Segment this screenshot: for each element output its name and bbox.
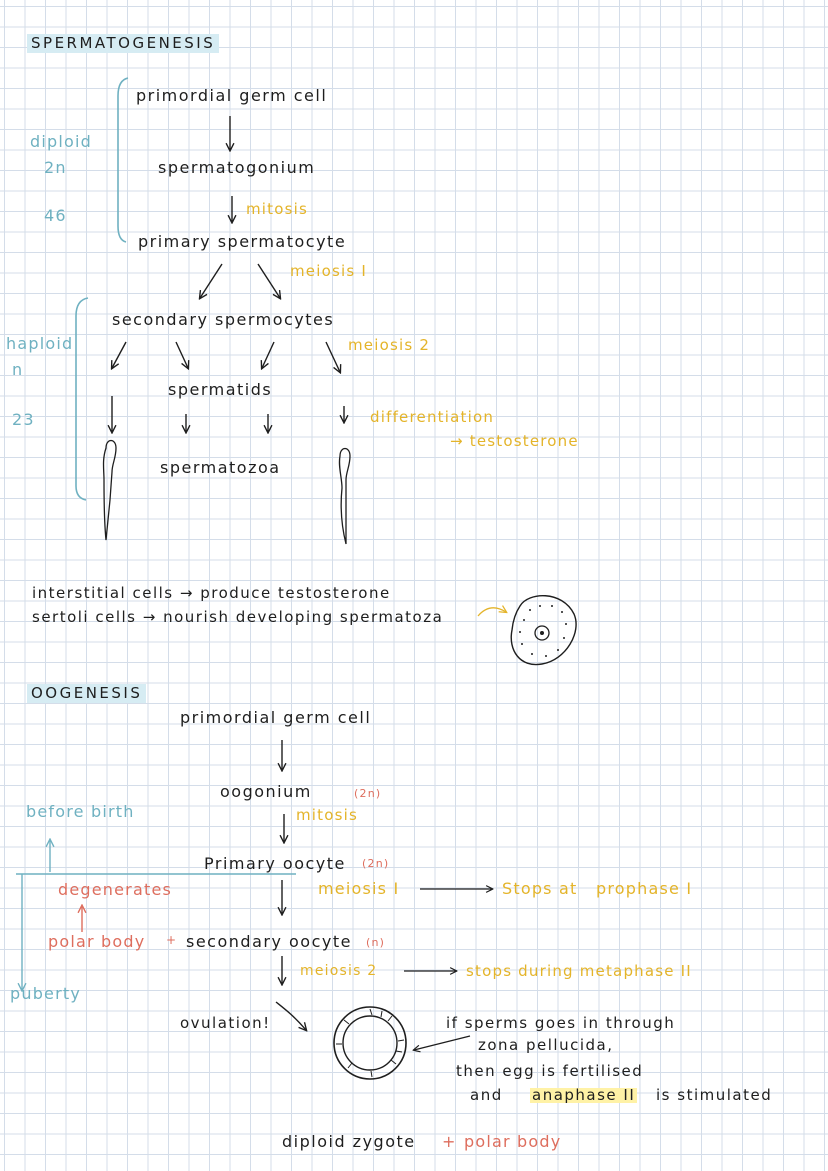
fertilisation-note-line3: then egg is fertilised — [456, 1062, 644, 1080]
primary-oocyte-ploidy: (2n) — [362, 857, 390, 870]
prophase-highlight: prophase I — [596, 879, 693, 898]
zygote-plus: + — [442, 1132, 457, 1151]
sertoli-cell-drawing — [511, 596, 576, 665]
before-birth-label: before birth — [26, 802, 135, 821]
arrow-primary-left — [200, 264, 222, 298]
primary-spermatocyte-label: primary spermatocyte — [138, 232, 347, 251]
fertilisation-note-line4-suffix: is stimulated — [656, 1086, 773, 1104]
oogonium-ploidy: (2n) — [354, 787, 382, 800]
oo-primordial-germ-cell-label: primordial germ cell — [180, 708, 372, 727]
diploid-n-label: 2n — [44, 158, 67, 177]
spermatozoa-label: spermatozoa — [160, 458, 281, 477]
oo-mitosis-label: mitosis — [296, 806, 359, 824]
arrow-secondary-1 — [112, 342, 126, 368]
zygote-polar-body-label: polar body — [464, 1132, 562, 1151]
interstitial-cells-note: interstitial cells → produce testosterone — [32, 584, 391, 602]
anaphase-highlight: anaphase II — [532, 1086, 636, 1104]
primordial-germ-cell-label: primordial germ cell — [136, 86, 328, 105]
diploid-count-label: 46 — [44, 206, 67, 225]
secondary-oocyte-ploidy: (n) — [366, 936, 386, 949]
polar-body-label: polar body — [48, 932, 146, 951]
diploid-bracket — [118, 78, 128, 242]
sperm-drawing-right — [339, 449, 350, 545]
oogenesis-title: OOGENESIS — [27, 684, 146, 703]
arrow-secondary-4 — [326, 342, 340, 372]
stops-during-metaphase-label: stops during metaphase II — [466, 962, 692, 980]
egg-cell-drawing — [334, 1007, 406, 1079]
diploid-zygote-label: diploid zygote — [282, 1132, 416, 1151]
ovulation-label: ovulation! — [180, 1014, 271, 1032]
polar-body-plus: + — [166, 933, 178, 947]
secondary-spermocytes-label: secondary spermocytes — [112, 310, 335, 329]
degenerates-label: degenerates — [58, 880, 173, 899]
differentiation-label: differentiation — [370, 408, 495, 426]
oo-meiosis1-label: meiosis I — [318, 879, 400, 898]
fertilisation-note-line4-prefix: and — [470, 1086, 503, 1104]
sperm-drawing-left — [104, 441, 117, 541]
arrow-secondary-2 — [176, 342, 188, 368]
arrow-primary-right — [258, 264, 280, 298]
testosterone-label: → testosterone — [450, 432, 579, 450]
fertilisation-note-line2: zona pellucida, — [478, 1036, 614, 1054]
diploid-label: diploid — [30, 132, 92, 151]
oo-meiosis2-label: meiosis 2 — [300, 963, 378, 979]
sperm-mitosis-label: mitosis — [246, 200, 309, 218]
haploid-bracket — [76, 298, 88, 500]
puberty-label: puberty — [10, 984, 82, 1003]
sertoli-cells-note: sertoli cells → nourish developing spermatoza — [32, 608, 444, 626]
oogonium-label: oogonium — [220, 782, 312, 801]
spermatogenesis-title: SPERMATOGENESIS — [27, 34, 219, 53]
haploid-count-label: 23 — [12, 410, 35, 429]
arrow-ovulation — [276, 1002, 306, 1030]
arrow-secondary-3 — [262, 342, 274, 368]
spermatogonium-label: spermatogonium — [158, 158, 316, 177]
haploid-n-label: n — [12, 360, 24, 379]
secondary-oocyte-label: secondary oocyte — [186, 932, 352, 951]
sperm-meiosis2-label: meiosis 2 — [348, 336, 431, 354]
sperm-meiosis1-label: meiosis I — [290, 262, 367, 280]
stops-at-label: Stops at — [502, 879, 578, 898]
spermatids-label: spermatids — [168, 380, 273, 399]
arrow-note-to-egg — [414, 1036, 470, 1050]
primary-oocyte-label: Primary oocyte — [204, 854, 346, 873]
fertilisation-note-line1: if sperms goes in through — [446, 1014, 676, 1032]
haploid-label: haploid — [6, 334, 74, 353]
sertoli-arrow — [478, 608, 506, 616]
